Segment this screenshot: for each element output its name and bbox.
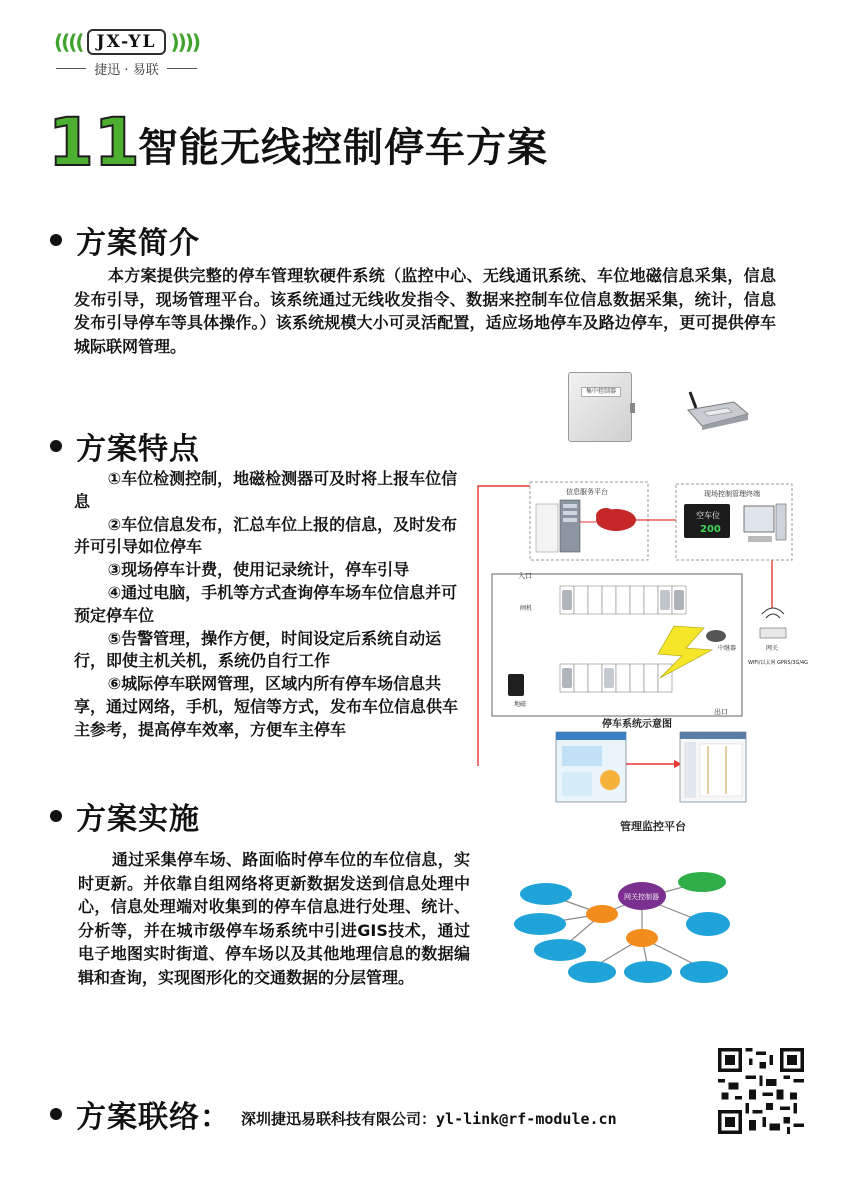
controller-label: 集中控制器 xyxy=(581,387,621,397)
logo-brand-text: JX-YL xyxy=(87,29,167,55)
bullet-icon xyxy=(50,440,62,452)
logo-divider xyxy=(56,68,86,69)
section-heading-implementation xyxy=(50,794,200,838)
company-logo xyxy=(24,26,229,76)
gateway-device-image xyxy=(684,392,750,430)
feature-item: ③现场停车计费，使用记录统计，停车引导 xyxy=(107,560,410,580)
feature-item: ④通过电脑，手机等方式查询停车场车位信息并可预定停车位 xyxy=(74,582,458,625)
page-title: 智能无线控制停车方案 xyxy=(138,125,548,171)
monitoring-platform-image xyxy=(556,728,746,808)
logo-divider xyxy=(167,68,197,69)
parking-system-diagram xyxy=(478,478,809,736)
system-mindmap-image xyxy=(512,868,754,986)
info-platform-label: 信息服务平台 xyxy=(566,488,608,496)
contact-line xyxy=(50,1092,617,1136)
entrance-label: 入口 xyxy=(518,572,532,580)
bullet-icon xyxy=(50,234,62,246)
relay-label: 中继器 xyxy=(718,645,737,652)
latch-icon xyxy=(630,403,635,413)
feature-item: ⑥城际停车联网管理，区域内所有停车场信息共享，通过网络，手机，短信等方式，发布车位信息供车主参考，提高停车效率，方便车主停车 xyxy=(74,674,459,739)
section-title: 方案联络： xyxy=(76,1100,231,1135)
section-title: 方案特点 xyxy=(76,432,200,467)
monitor-caption: 管理监控平台 xyxy=(620,820,686,833)
contact-email[interactable]: 深圳捷迅易联科技有限公司：yl-link@rf-module.cn xyxy=(241,1109,617,1128)
display-value: 200 xyxy=(700,524,721,535)
signal-waves-left-icon: (((( xyxy=(53,30,83,54)
intro-paragraph: 本方案提供完整的停车管理软硬件系统（监控中心、无线通讯系统、车位地磁信息采集，信息发布引导，现场管理平台。该系统通过无线收发指令、数据来控制车位信息数据采集，统计，信息发布引导停车等具体操作。）该系统规模大小可灵活配置，适应场地停车及路边停车，更可提供停车城际联网管理。 xyxy=(74,266,776,356)
mindmap-center-label: 网关控制器 xyxy=(624,893,659,901)
geomag-label: 地磁 xyxy=(514,701,527,708)
solution-number: 11 xyxy=(48,104,140,181)
exit-label: 出口 xyxy=(714,708,728,716)
gate-label: 闸机 xyxy=(520,605,533,612)
features-list xyxy=(74,468,466,742)
diagram-caption: 停车系统示意图 xyxy=(602,719,672,730)
section-title: 方案简介 xyxy=(76,226,200,261)
feature-item: ①车位检测控制，地磁检测器可及时将上报车位信息 xyxy=(74,469,458,511)
feature-item: ⑤告警管理，操作方便，时间设定后系统自动运行，即使主机关机，系统仍自行工作 xyxy=(74,628,442,671)
section-title: 方案实施 xyxy=(76,802,200,837)
display-label: 空车位 xyxy=(696,511,720,520)
bullet-icon xyxy=(50,1108,62,1120)
controller-box-image xyxy=(568,372,632,442)
terminal-label: 现场控制管理终端 xyxy=(704,490,760,498)
logo-tagline: 捷迅 · 易联 xyxy=(94,62,159,78)
bullet-icon xyxy=(50,810,62,822)
gateway-sub-label: WIFI/以太网 GPRS/3G/4G xyxy=(748,660,809,666)
qr-code-image xyxy=(718,1048,804,1134)
feature-item: ②车位信息发布，汇总车位上报的信息，及时发布并可引导如位停车 xyxy=(74,514,458,557)
section-heading-intro xyxy=(50,218,200,262)
implementation-paragraph: 通过采集停车场、路面临时停车位的车位信息，实时更新。并依靠自组网络将更新数据发送到信息处理中心，信息处理端对收集到的停车信息进行处理、统计、分析等，并在城市级停车场系统中引进GIS技术，通过电子地图实时街道、停车场以及其他地理信息的数据编辑和查询，实现图形化的交通数据的分层管理。 xyxy=(78,850,470,987)
signal-waves-right-icon: )))) xyxy=(170,30,200,54)
gateway-label: 网关 xyxy=(766,645,779,652)
section-heading-features xyxy=(50,424,200,468)
